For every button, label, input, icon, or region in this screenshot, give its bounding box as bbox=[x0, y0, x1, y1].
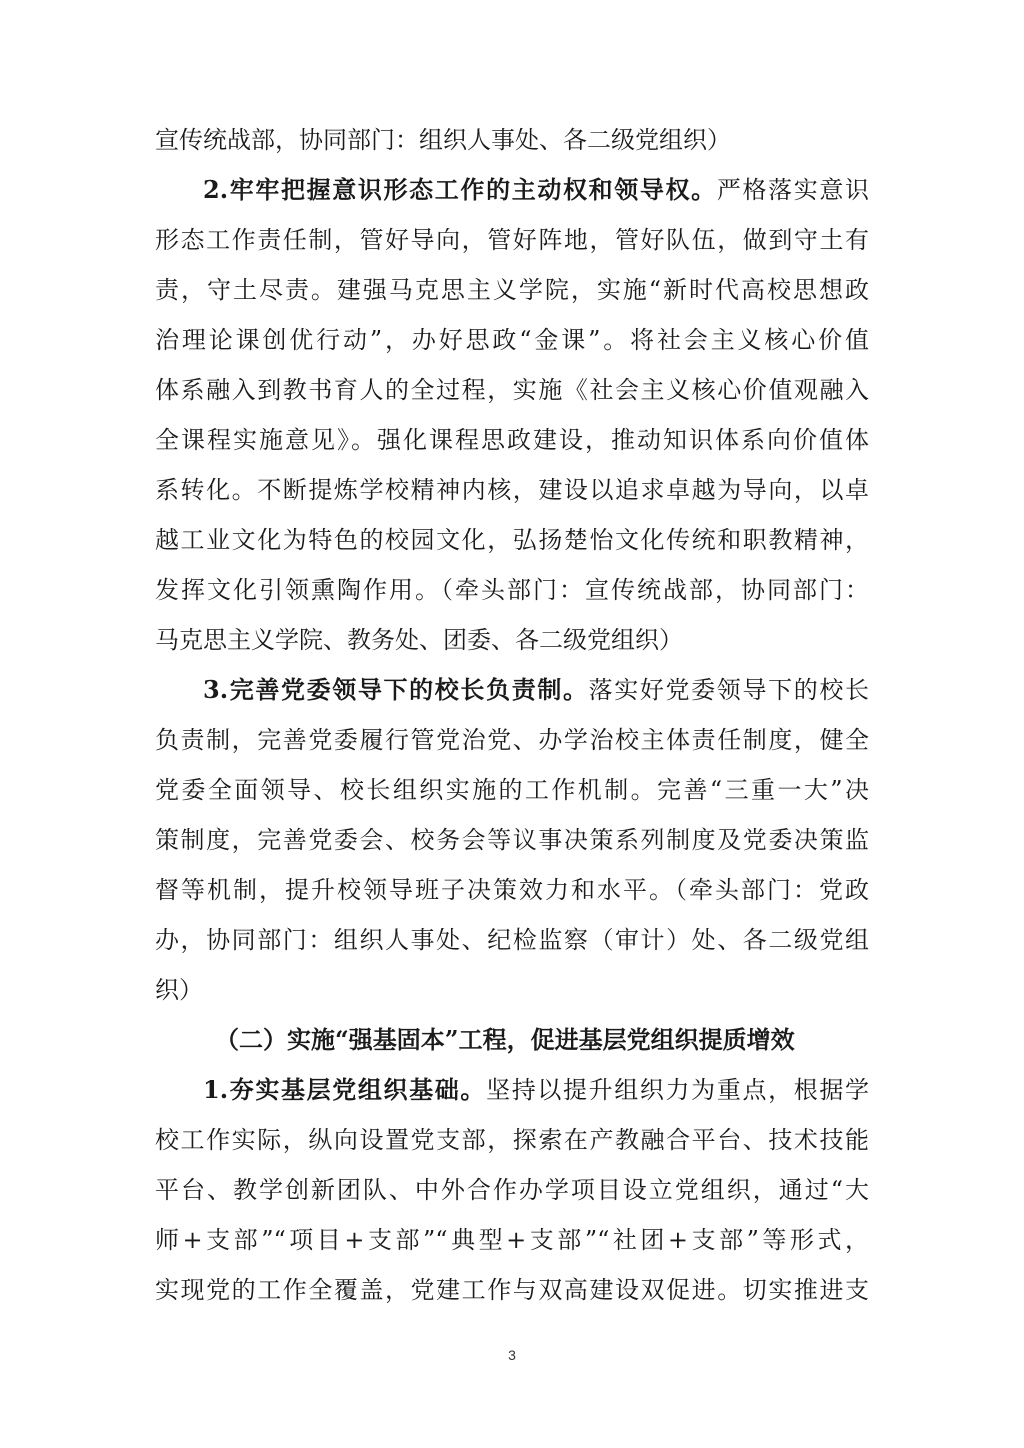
paragraph-line: 2.牢牢把握意识形态工作的主动权和领导权。严格落实意识 bbox=[203, 175, 869, 204]
paragraph-line: 全课程实施意见》。强化课程思政建设，推动知识体系向价值体 bbox=[155, 426, 869, 454]
paragraph-line: 负责制，完善党委履行管党治党、办学治校主体责任制度，健全 bbox=[155, 726, 869, 754]
chapter-heading: （二）实施“强基固本”工程，促进基层党组织提质增效 bbox=[215, 1025, 795, 1054]
paragraph-line: 形态工作责任制，管好导向，管好阵地，管好队伍，做到守土有 bbox=[155, 226, 869, 254]
paragraph-line: 党委全面领导、校长组织实施的工作机制。完善“三重一大”决 bbox=[155, 776, 869, 804]
paragraph-line: 策制度，完善党委会、校务会等议事决策系列制度及党委决策监 bbox=[155, 826, 869, 854]
paragraph-line: 发挥文化引领熏陶作用。（牵头部门：宣传统战部，协同部门： bbox=[155, 576, 869, 604]
paragraph-line: 实现党的工作全覆盖，党建工作与双高建设双促进。切实推进支 bbox=[155, 1276, 869, 1304]
paragraph-line: 校工作实际，纵向设置党支部，探索在产教融合平台、技术技能 bbox=[155, 1126, 869, 1154]
paragraph-line: 督等机制，提升校领导班子决策效力和水平。（牵头部门：党政 bbox=[155, 876, 869, 904]
page-number: 3 bbox=[508, 1347, 516, 1363]
paragraph-line: 平台、教学创新团队、中外合作办学项目设立党组织，通过“大 bbox=[155, 1176, 869, 1204]
paragraph-line: 师+支部”“项目+支部”“典型+支部”“社团+支部”等形式， bbox=[155, 1226, 869, 1254]
paragraph-line: 体系融入到教书育人的全过程，实施《社会主义核心价值观融入 bbox=[155, 376, 869, 404]
paragraph-line: 1.夯实基层党组织基础。坚持以提升组织力为重点，根据学 bbox=[203, 1075, 870, 1104]
paragraph-line: 办，协同部门：组织人事处、纪检监察（审计）处、各二级党组 bbox=[155, 926, 869, 954]
section-heading: 2.牢牢把握意识形态工作的主动权和领导权。 bbox=[203, 175, 717, 204]
section-heading: 1.夯实基层党组织基础。 bbox=[203, 1075, 487, 1104]
paragraph-line: 越工业文化为特色的校园文化，弘扬楚怡文化传统和职教精神， bbox=[155, 526, 869, 554]
paragraph-line: 责，守土尽责。建强马克思主义学院，实施“新时代高校思想政 bbox=[155, 276, 869, 304]
paragraph-line: 织） bbox=[155, 976, 203, 1004]
paragraph-line: 治理论课创优行动”，办好思政“金课”。将社会主义核心价值 bbox=[155, 326, 869, 354]
paragraph-line: 系转化。不断提炼学校精神内核，建设以追求卓越为导向，以卓 bbox=[155, 476, 869, 504]
paragraph-line: 3.完善党委领导下的校长负责制。落实好党委领导下的校长 bbox=[203, 675, 869, 704]
section-heading: 3.完善党委领导下的校长负责制。 bbox=[203, 675, 589, 704]
paragraph-line: 宣传统战部，协同部门：组织人事处、各二级党组织） bbox=[155, 126, 731, 154]
paragraph-line: 马克思主义学院、教务处、团委、各二级党组织） bbox=[155, 626, 683, 654]
